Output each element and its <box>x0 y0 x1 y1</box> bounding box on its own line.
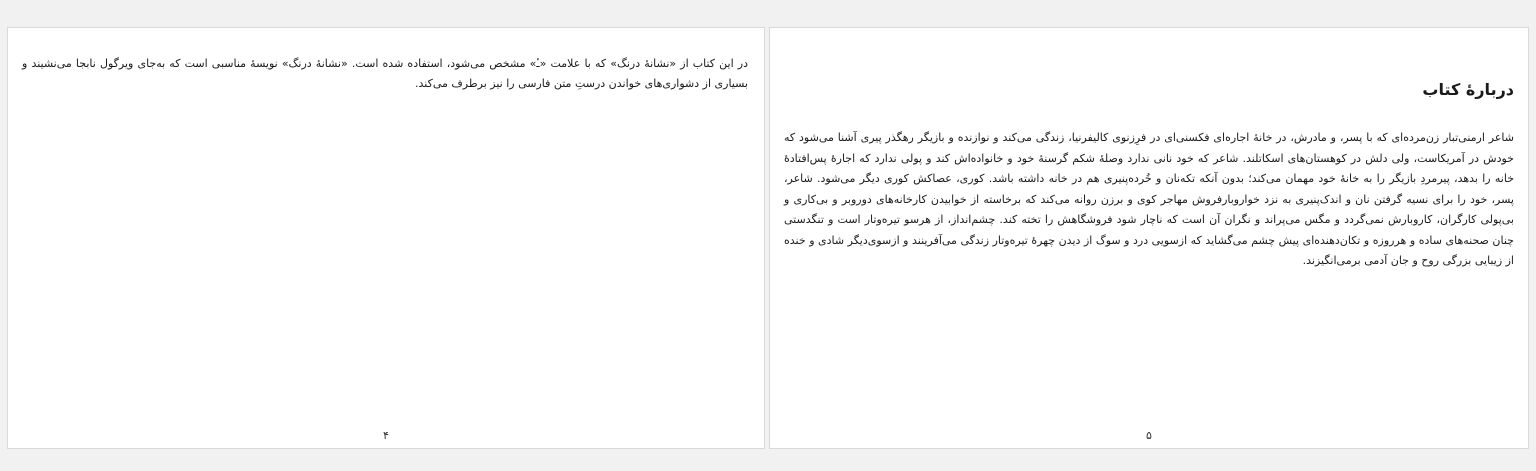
page-4-number: ۴ <box>383 429 389 442</box>
page-5-heading: دربارۀ کتاب <box>1422 80 1514 99</box>
page-4 <box>7 27 765 449</box>
page-4-body-text: در این کتاب از «نشانۀ درنگ» که با علامت «ـٔ» مشخص می‌شود، استفاده شده است. «نشانۀ درنگ» نویسۀ مناسبی است که به‌جای ویرگول نابجا می‌نشیند و بسیاری از دشواری‌های خواندن درستِ متن فارسی را نیز برطرف می‌کند. <box>22 57 748 90</box>
page-5 <box>769 27 1529 449</box>
page-5-body-text: شاعر ارمنی‌تبار زن‌مرده‌ای که با پسر، و مادرش، در خانۀ اجاره‌ای فکسنی‌ای در فرِزنوی کالیفرنیا، زندگی می‌کند و نوازنده و بازیگر رهگذر پیری آشنا می‌شود که خودش در آمریکاست، ولی دلش در کوهستان‌های اسکاتلند. شاعر که خود نانی ندارد وصلۀ شکم گرسنۀ خود و خانواده‌اش کند و پولی ندارد که اجارۀ پس‌افتادۀ خانه را بدهد، پیرمردِ بازیگر را به خانۀ خود مهمان می‌کند؛ بدون آنکه تکه‌نان و خُرده‌پنیری هم در خانه داشته باشد. کوری، عصاکش کوری دیگر می‌شود. شاعر، پسر، خود را برای نسیه گرفتن نان و اندک‌پنیری به نزد خواروبارفروش مهاجر کوی و برزن روانه می‌کند که برخاسته از خوابیدن کارخانه‌های دوروبر و بی‌کاری و بی‌پولی کارگران، کاروبارش نمی‌گردد و مگس می‌پراند و نگران آن است که ناچار شود فروشگاهش را تخته کند. چشم‌انداز، از هرسو تیره‌وتار است و تنگدستی چنان صحنه‌های ساده و هرروزه و تکان‌دهنده‌ای پیش چشم می‌گشاید که ازسویی درد و سوگ از دیدن چهرۀ تیره‌وتار زندگی می‌آفرینند و ازسوی‌دیگر شادی و خنده از زیبایی بزرگی روح و جان آدمی برمی‌انگیزند. <box>784 131 1514 267</box>
page-5-number: ۵ <box>1146 429 1152 442</box>
